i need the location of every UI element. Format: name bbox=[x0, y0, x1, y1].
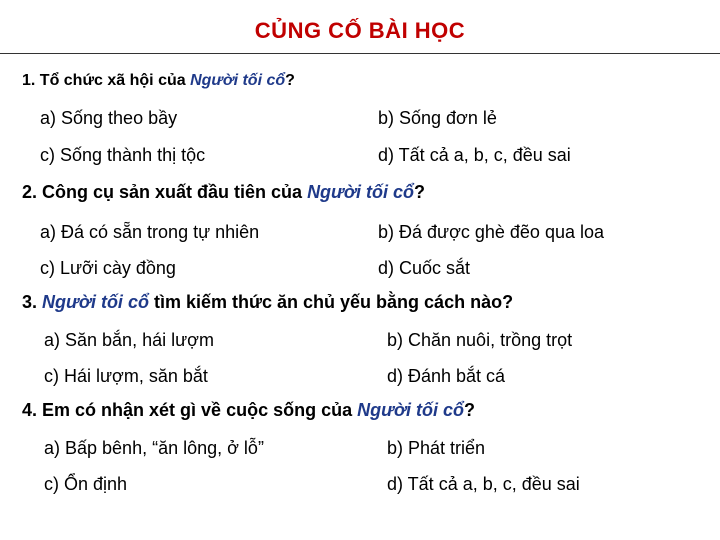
question-1-highlight: Người tối cổ bbox=[190, 72, 286, 89]
question-2-suffix: ? bbox=[414, 182, 425, 202]
question-1-suffix: ? bbox=[285, 72, 295, 89]
question-2-option-c[interactable]: c) Lưỡi cày đồng bbox=[40, 258, 176, 278]
question-3-prefix: 3. bbox=[22, 292, 43, 312]
question-3-highlight: Người tối cổ bbox=[42, 292, 149, 312]
question-4 bbox=[22, 400, 475, 421]
question-3-option-a[interactable]: a) Săn bắn, hái lượm bbox=[44, 330, 214, 350]
page-title: CỦNG CỐ BÀI HỌC bbox=[254, 18, 466, 43]
question-2-highlight: Người tối cổ bbox=[307, 182, 414, 202]
question-4-highlight: Người tối cổ bbox=[357, 400, 465, 420]
question-2-option-d[interactable]: d) Cuốc sắt bbox=[378, 258, 471, 278]
question-1 bbox=[22, 72, 295, 90]
question-1-option-d[interactable]: d) Tất cả a, b, c, đều sai bbox=[378, 145, 571, 165]
question-4-option-b[interactable]: b) Phát triển bbox=[387, 438, 486, 458]
question-2-prefix: 2. Công cụ sản xuất đầu tiên của bbox=[22, 182, 308, 202]
question-3-option-d[interactable]: d) Đánh bắt cá bbox=[387, 366, 506, 386]
question-3-suffix: tìm kiếm thức ăn chủ yếu bằng cách nào? bbox=[148, 292, 514, 312]
question-2-option-a[interactable]: a) Đá có sẵn trong tự nhiên bbox=[40, 222, 260, 242]
question-1-option-b[interactable]: b) Sống đơn lẻ bbox=[378, 108, 497, 128]
question-2 bbox=[22, 182, 425, 203]
question-3 bbox=[22, 292, 513, 313]
question-4-option-c[interactable]: c) Ổn định bbox=[44, 474, 128, 494]
title-divider bbox=[0, 53, 720, 54]
question-4-suffix: ? bbox=[464, 400, 476, 420]
question-4-option-d[interactable]: d) Tất cả a, b, c, đều sai bbox=[387, 474, 580, 494]
question-3-option-c[interactable]: c) Hái lượm, săn bắt bbox=[44, 366, 208, 386]
question-2-option-b[interactable]: b) Đá được ghè đẽo qua loa bbox=[378, 222, 605, 242]
question-4-option-a[interactable]: a) Bấp bênh, “ăn lông, ở lỗ” bbox=[44, 438, 264, 458]
question-3-option-b[interactable]: b) Chăn nuôi, trồng trọt bbox=[387, 330, 573, 350]
question-1-prefix: 1. Tổ chức xã hội của bbox=[22, 72, 191, 89]
question-1-option-a[interactable]: a) Sống theo bầy bbox=[40, 108, 178, 128]
question-1-option-c[interactable]: c) Sống thành thị tộc bbox=[40, 145, 206, 165]
question-4-prefix: 4. Em có nhận xét gì về cuộc sống của bbox=[22, 400, 358, 420]
